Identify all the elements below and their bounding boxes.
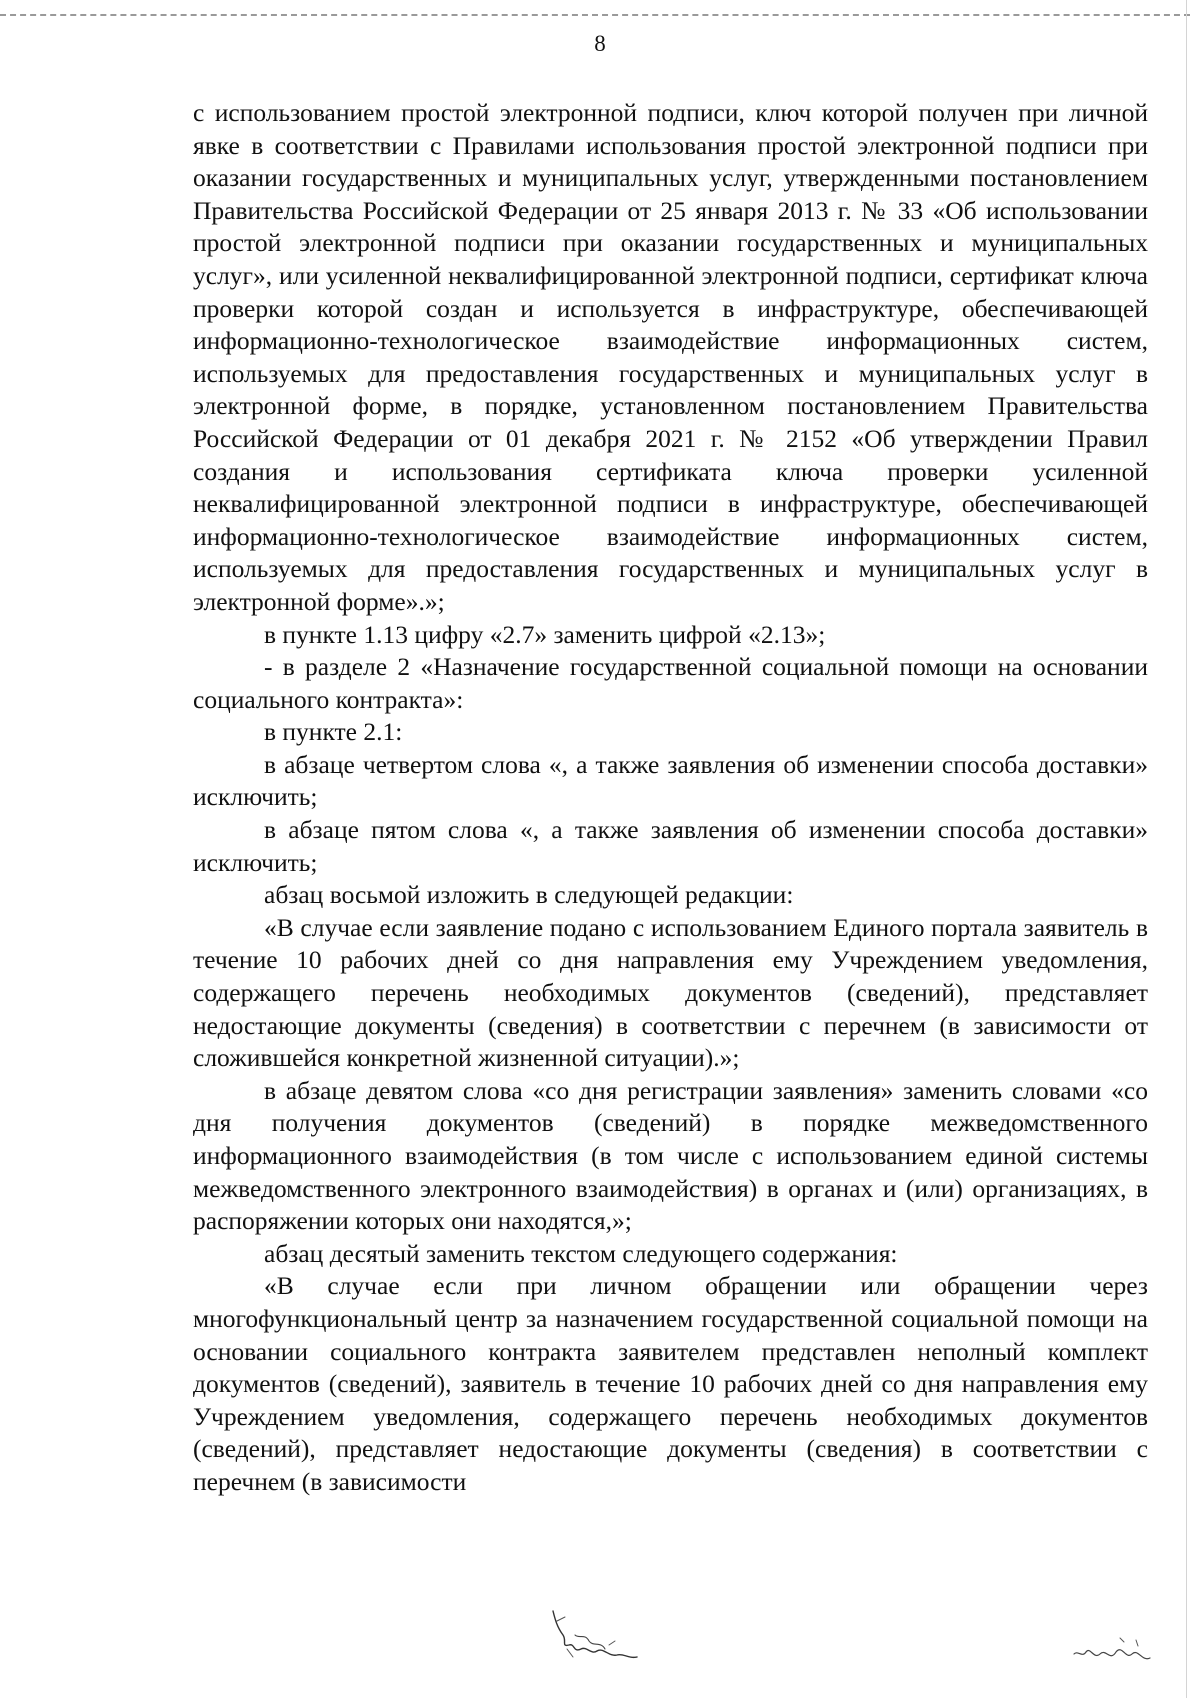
paragraph-fifth-abzac: в абзаце пятом слова «, а также заявления об изменении способа доставки» исключить; <box>193 815 1148 877</box>
paragraph-item-2-1: в пункте 2.1: <box>264 717 403 747</box>
paragraph-ninth-abzac: в абзаце девятом слова «со дня регистрации заявления» заменить словами «со дня получения документов (сведений) в порядке межведомственного информационного взаимодействия (в том числе с использованием единой системы межведомственного электронного взаимодействия) в органах и (или) организациях, в распоряжении которых они находятся,»; <box>193 1075 1148 1236</box>
scan-edge-top <box>0 14 1190 16</box>
paragraph-item-1-13: в пункте 1.13 цифру «2.7» заменить цифрой «2.13»; <box>264 619 826 649</box>
paragraph-tenth-abzac: абзац десятый заменить текстом следующего содержания: <box>264 1238 898 1268</box>
page-number: 8 <box>594 31 606 56</box>
paragraph-continuation: с использованием простой электронной подписи, ключ которой получен при личной явке в соответствии с Правилами использования простой электронной подписи при оказании государственных и муниципальных услуг, утвержденными постановлением Правительства Российской Федерации от 25 января 2013 г. № 33 «Об использовании простой электронной подписи при оказании государственных и муниципальных услуг», или усиленной неквалифицированной электронной подписи, сертификат ключа проверки которой создан и используется в инфраструктуре, обеспечивающей информационно-технологическое взаимодействие информационных систем, используемых для предоставления государственных и муниципальных услуг в электронной форме, в порядке, установленном постановлением Правительства Российской Федерации от 01 декабря 2021 г. № 2152 «Об утверждении Правил создания и использования сертификата ключа проверки усиленной неквалифицированной электронной подписи в инфраструктуре, обеспечивающей информационно-технологическое взаимодействие информационных систем, используемых для предоставления государственных и муниципальных услуг в электронной форме».»; <box>193 98 1148 616</box>
signature-icon <box>545 1605 645 1665</box>
document-body <box>193 97 1148 1499</box>
initials-icon <box>1070 1632 1155 1672</box>
paragraph-eighth-abzac: абзац восьмой изложить в следующей редакции: <box>264 880 794 910</box>
scan-edge-right <box>1186 0 1187 1698</box>
paragraph-fourth-abzac: в абзаце четвертом слова «, а также заявления об изменении способа доставки» исключить; <box>193 749 1148 812</box>
paragraph-tenth-text: «В случае если при личном обращении или обращении через многофункциональный центр за назначением государственной социальной помощи на основании социального контракта заявителем представлен неполный комплект документов (сведений), заявитель в течение 10 рабочих дней со дня направления ему Учреждением уведомления, содержащего перечень необходимых документов (сведений), представляет недостающие документы (сведения) в соответствии с перечнем (в зависимости <box>193 1271 1148 1496</box>
paragraph-eighth-text: «В случае если заявление подано с использованием Единого портала заявитель в течение 10 рабочих дней со дня направления ему Учреждением уведомления, содержащего перечень необходимых документов (сведений), представляет недостающие документы (сведения) в соответствии с перечнем (в зависимости от сложившейся конкретной жизненной ситуации).»; <box>193 912 1148 1073</box>
paragraph-section-2: - в разделе 2 «Назначение государственной социальной помощи на основании социального контракта»: <box>193 652 1148 714</box>
